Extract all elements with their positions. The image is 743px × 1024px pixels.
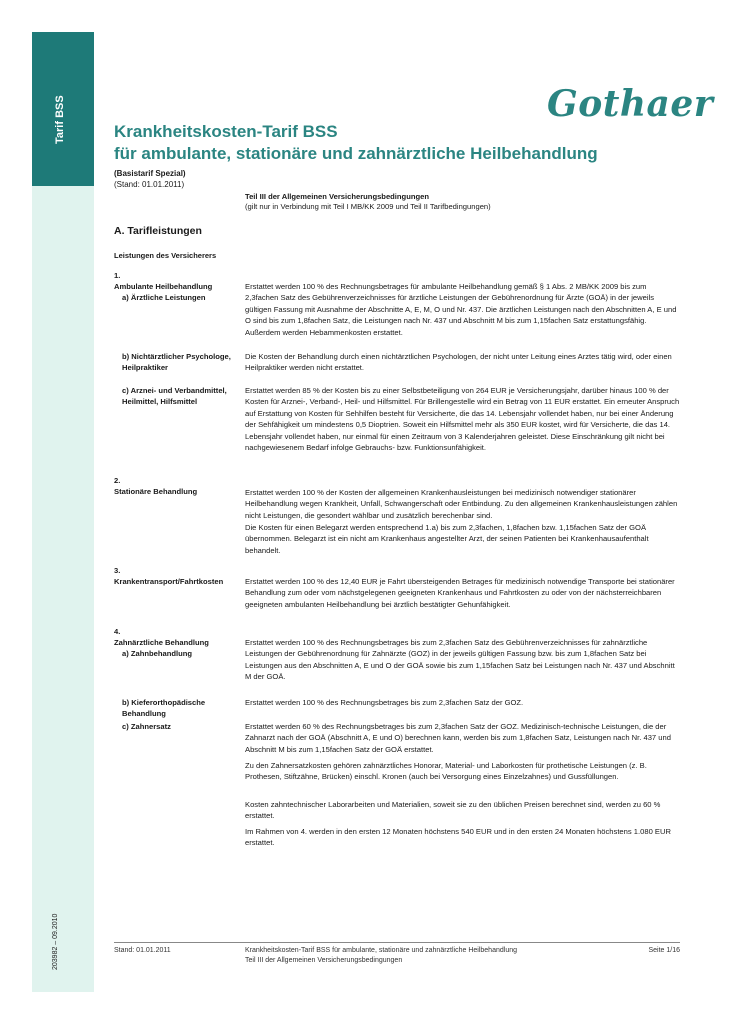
item-4c-text-4: Im Rahmen von 4. werden in den ersten 12 Monaten höchstens 540 EUR und in den ersten 24 Monaten höchstens 1.080 EUR erstattet.: [245, 827, 671, 848]
part-note: (gilt nur in Verbindung mit Teil I MB/KK 2009 und Teil II Tarifbedingungen): [245, 202, 491, 211]
item-sub-label: c) Zahnersatz: [122, 722, 171, 731]
item-4c-label: [114, 721, 242, 732]
item-1a-text: Erstattet werden 100 % des Rechnungsbetrages für ambulante Heilbehandlung gemäß § 1 Abs. 2 MB/KK 2009 bis zum 2,3fachen Satz des Gebührenverzeichnisses für ärztliche Leistungen der Gebührenordnung für Ärzte (GOÄ) in der jeweils gültigen Fassung mit Ausnahme der Abschnitte A, E, M, O und Nr. 437. Die ärztlichen Leistungen nach den Abschnitten A, E und O sind bis zum 1,8fachen Satz, die Leistungen nach Nr. 437 und Abschnitt M bis zum 1,15fachen Satz erstattungsfähig. Außerdem werden Hebammenkosten erstattet.: [245, 282, 677, 337]
section-title: A. Tarifleistungen: [114, 225, 202, 237]
item-sub-label: Behandlung: [122, 709, 166, 718]
item-sub-label: Heilpraktiker: [122, 363, 169, 372]
item-sub-label: b) Kieferorthopädische: [122, 698, 206, 707]
footer-description: [245, 946, 517, 966]
part-heading: [245, 192, 491, 212]
footer-divider: [114, 942, 680, 943]
item-title: Krankentransport/Fahrtkosten: [114, 577, 224, 586]
item-4b-text: Erstattet werden 100 % des Rechnungsbetrages bis zum 2,3fachen Satz der GOZ.: [245, 698, 524, 707]
document-code: 203982 – 09.2010: [52, 913, 59, 970]
item-3-label: [114, 565, 242, 587]
item-2-label: [114, 475, 242, 497]
sidebar-strip: [32, 32, 94, 992]
footer-page-number: Seite 1/16: [648, 947, 680, 954]
item-sub-label: Heilmittel, Hilfsmittel: [122, 397, 198, 406]
item-2-text-1: Erstattet werden 100 % der Kosten der allgemeinen Krankenhausleistungen bei medizinisch notwendiger stationärer Heilbehandlung wegen Krankheit, Unfall, Schwangerschaft oder Entbindung. Zu den allgemeinen Krankenhausleistungen zählen nicht Leistungen, die gesondert wählbar und zusätzlich berechenbar sind.: [245, 488, 678, 520]
item-title: Ambulante Heilbehandlung: [114, 282, 213, 291]
item-number: 3.: [114, 566, 121, 575]
item-4c-text-2: Zu den Zahnersatzkosten gehören zahnärztliches Honorar, Material- und Laborkosten für prothetische Leistungen (z. B. Prothesen, Stiftzähne, Brücken) einschl. Kronen (auch bei Versorgung eines Einzelzahnes) und Gussfüllungen.: [245, 761, 647, 782]
item-sub-label: b) Nichtärztlicher Psychologe,: [122, 352, 231, 361]
logo-text: Gothaer: [547, 83, 714, 125]
footer-line-2: Teil III der Allgemeinen Versicherungsbedingungen: [245, 957, 403, 964]
item-title: Stationäre Behandlung: [114, 487, 198, 496]
footer-line-1: Krankheitskosten-Tarif BSS für ambulante, stationäre und zahnärztliche Heilbehandlung: [245, 947, 517, 954]
item-4c-text-1: Erstattet werden 60 % des Rechnungsbetrages bis zum 2,3fachen Satz der GOZ. Medizinisch-technische Leistungen, die der Zahnarzt nach der GOÄ (Abschnitt A, E und O) berechnen kann, werden bis zum 1,8fachen Satz, Leistungen nach Nr. 437 und Abschnitt M bis zum 1,15fachen Satz der GOÄ erstattet.: [245, 722, 671, 754]
footer-stand: Stand: 01.01.2011: [114, 947, 171, 954]
sidebar-tariff-label: Tarif BSS: [54, 95, 66, 144]
item-1c-text: Erstattet werden 85 % der Kosten bis zu einer Selbstbeteiligung von 264 EUR je Versicherungsjahr, darüber hinaus 100 % der Kosten für Arznei-, Verband-, Heil- und Hilfsmittel. Für Brillengestelle wird ein Betrag von 11 EUR erstattet. Ein erneuter Anspruch auf Erstattung von Kosten für Sehhilfen besteht für Versicherte, die das 14. Lebensjahr vollendet haben, nur bei einer Änderung der Sehfähigkeit um mindestens 0,5 Dioptrien. Soweit ein Hilfsmittel mehr als 350 EUR kostet, wird für Versicherte, die das 14. Lebensjahr vollendet haben, nur einmal für einen Zeitraum von 3 Kalenderjahren geleistet. Diese Einschränkung gilt nicht bei nachgewiesenem Bedarf infolge Gebrauchs- bzw. Funktionsunfähigkeit.: [245, 386, 680, 453]
item-sub-label: a) Ärztliche Leistungen: [122, 293, 206, 302]
item-4b-label: [114, 697, 242, 719]
item-1b-label: [114, 351, 242, 373]
item-title: Zahnärztliche Behandlung: [114, 638, 209, 647]
item-sub-label: c) Arznei- und Verbandmittel,: [122, 386, 227, 395]
item-4c-text-3: Kosten zahntechnischer Laborarbeiten und Materialien, soweit sie zu den üblichen Preisen berechnet sind, werden zu 60 % erstattet.: [245, 800, 661, 821]
item-1b-text: Die Kosten der Behandlung durch einen nichtärztlichen Psychologen, der nicht unter Leitung eines Arztes tätig wird, oder einen Heilpraktiker werden nicht erstattet.: [245, 352, 672, 373]
item-1-label: [114, 270, 242, 303]
stand-label: (Stand: 01.01.2011): [114, 180, 185, 189]
title-line-1: Krankheitskosten-Tarif BSS: [114, 122, 338, 141]
page-title: [114, 121, 598, 165]
basistarif-label: (Basistarif Spezial): [114, 169, 186, 178]
title-line-2: für ambulante, stationäre und zahnärztliche Heilbehandlung: [114, 144, 598, 163]
item-number: 2.: [114, 476, 121, 485]
item-4-label: [114, 626, 242, 659]
sidebar-header-block: [32, 32, 94, 186]
item-4a-text: Erstattet werden 100 % des Rechnungsbetrages bis zum 2,3fachen Satz des Gebührenverzeichnisses für zahnärztliche Leistungen der Gebührenordnung für Zahnärzte (GOZ) in der jeweils gültigen Fassung bzw. bis zum 1,8fachen Satz bei Leistungen aus den Abschnitten A, E und O der GOÄ sowie bis zum 1,15fachen Satz bei Leistungen nach Nr. 437 und Abschnitt M der GOÄ.: [245, 638, 675, 682]
section-subtitle: Leistungen des Versicherers: [114, 251, 217, 260]
item-1c-label: [114, 385, 242, 407]
item-3-text: Erstattet werden 100 % des 12,40 EUR je Fahrt übersteigenden Betrages für medizinisch notwendige Transporte bei stationärer Behandlung zum oder vom nächstgelegenen geeigneten Krankenhaus und Fahrtkosten zu oder von der nächsterreichbaren geeigneten ambulanten Heilbehandlung bei ärztlich bestätigter Gehunfähigkeit.: [245, 577, 675, 609]
item-number: 4.: [114, 627, 121, 636]
tariff-subtitle: [114, 168, 186, 190]
item-number: 1.: [114, 271, 121, 280]
item-sub-label: a) Zahnbehandlung: [122, 649, 193, 658]
part-title: Teil III der Allgemeinen Versicherungsbedingungen: [245, 192, 429, 201]
item-2-text-2: Die Kosten für einen Belegarzt werden entsprechend 1.a) bis zum 2,3fachen, 1,8fachen bzw. 1,15fachen Satz der GOÄ übernommen. Belegarzt ist ein nicht am Krankenhaus angestellter Arzt, der seinen Patienten bei Krankenhausaufenthalt behandelt.: [245, 523, 649, 555]
